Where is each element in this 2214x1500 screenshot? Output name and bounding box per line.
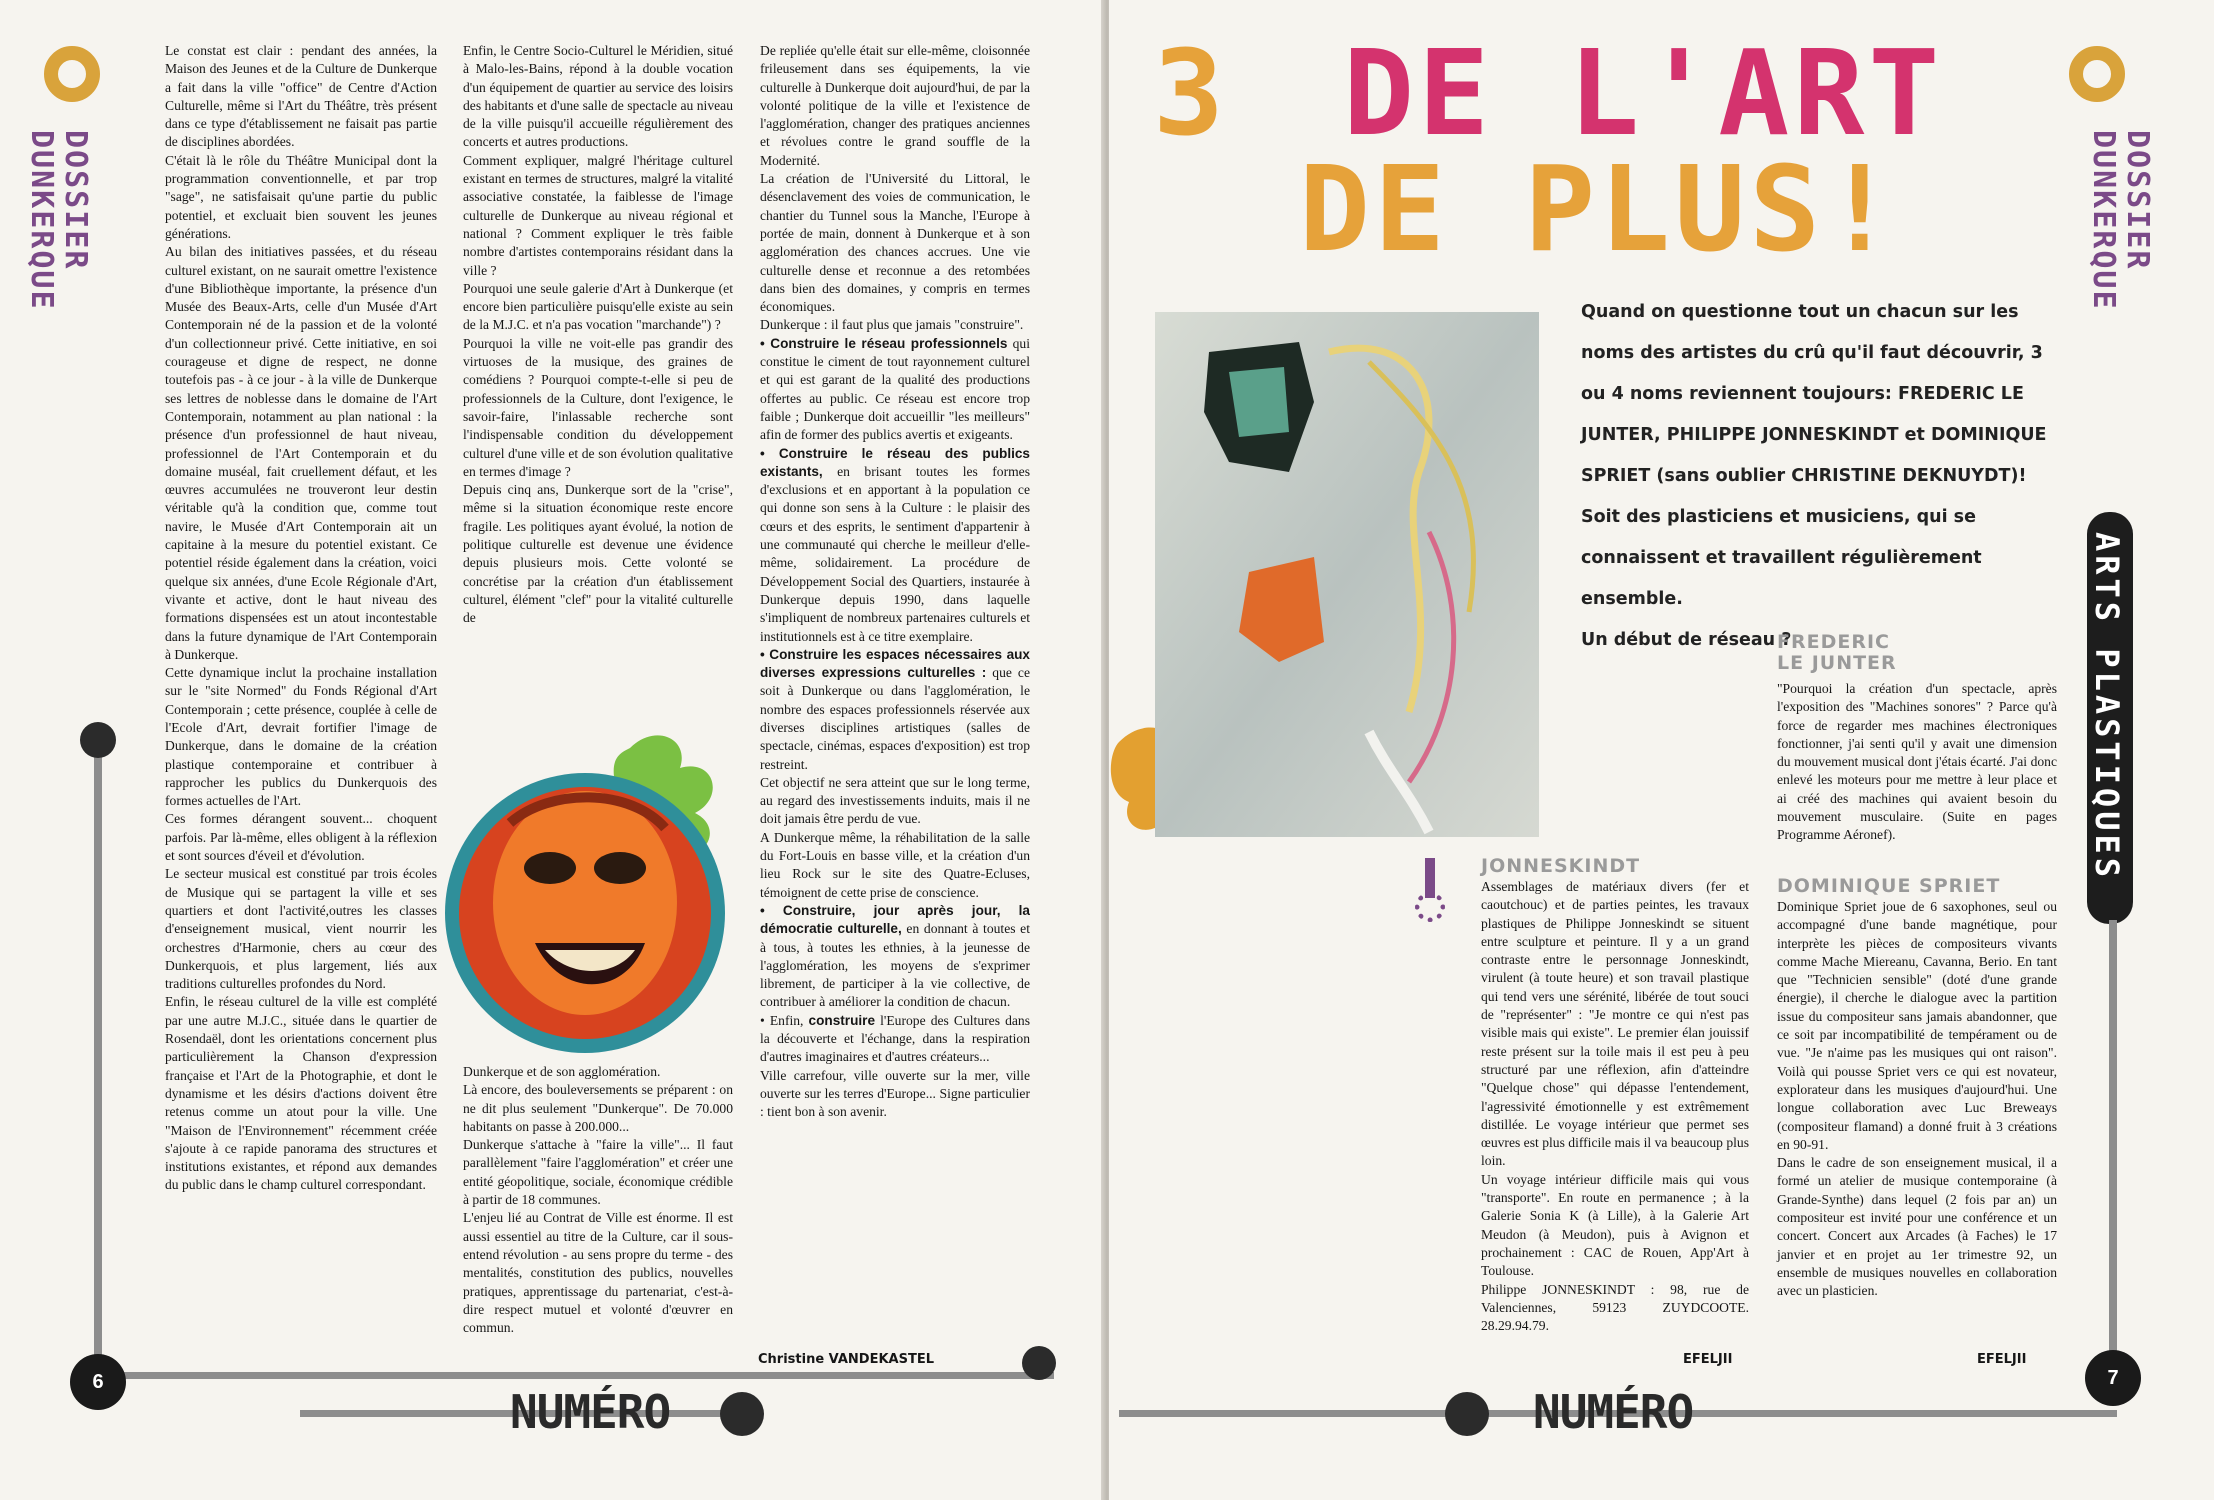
paragraph: • Construire les espaces nécessaires aux diverses expressions culturelles : que ce soit à Dunkerque ou dans l'agglomération, le nombre des espaces professionnels réservée aux diverses disciplines artistiques (salles de spectacle, cinémas, espaces d'exposition) est trop restreint. (760, 646, 1030, 772)
bullet-lead: construire (808, 1012, 876, 1028)
lejunter-heading-line: FREDERIC (1777, 631, 1890, 653)
title-number: 3 (1153, 24, 1229, 162)
article-column-2-bottom (463, 1063, 733, 1337)
intro-text (1581, 292, 2065, 661)
paragraph: Ces formes dérangent souvent... choquent parfois. Par là-même, elles obligent à la réflexion et sont sources d'éveil et d'évolution. (165, 811, 437, 864)
signature-dot (1022, 1346, 1056, 1380)
paragraph: Dominique Spriet joue de 6 saxophones, seul ou accompagné d'une bande magnétique, pour interprète les pièces de compositeurs vivants comme Mache Miereanu, Cavanna, Berio. En tant que "Technicien sensible" (doté d'une grande énergie), il cherche le dialogue avec la partition issue du compositeur sans jamais abandonner, que ce soit par incompatibilité de tempérament ou de vue. "Je n'aime pas les musiques qui ont raison". Voilà qui pousse Spriet vers ce qui est novateur, explorateur dans les musiques d'aujourd'hui. Une longue collaboration avec Luc Breweays (compositeur flamand) a donné fruit à 3 créations en 90-91. (1777, 899, 2057, 1152)
footer-dot (1445, 1392, 1489, 1436)
bullet-lead: • Construire le réseau professionnels (760, 335, 1008, 351)
paragraph: Le constat est clair : pendant des années, la Maison des Jeunes et de la Culture de Dunkerque a fait dans la ville "office" de Centre d'Action Culturelle, même si l'Art du Théâtre, très présent dans ce type d'établissement ne faisait pas partie de disciplines abordées. (165, 43, 437, 150)
article-column-3 (760, 42, 1030, 1122)
paragraph: Comment expliquer, malgré l'héritage culturel existant en termes de structures, malgré la vitalité associative constatée, la faiblesse de l'image culturelle de Dunkerque au niveau régional et national ? Comment expliquer le très faible nombre d'artistes contemporains résidant dans la ville ? (463, 152, 733, 278)
spriet-column (1777, 898, 2057, 1301)
page-number-right: 7 (2085, 1350, 2141, 1406)
jonneskindt-heading: JONNESKINDT (1481, 855, 1641, 877)
paragraph: Dunkerque : il faut plus que jamais "construire". (760, 317, 1024, 333)
spriet-signature: EFELJII (1977, 1352, 2027, 1367)
paragraph: Pourquoi la ville ne voit-elle pas grandir des virtuoses de la musique, des graines de comédiens ? Pourquoi compte-t-elle si peu de professionnels de la Culture, dont l'exigence, le savoir-faire, l'inlassable recherche sont l'indispensable condition du développement culturel d'une ville et de son évolution qualitative en termes d'image ? (463, 335, 733, 479)
paragraph: • Construire le réseau professionnels qui constitue le ciment de tout rayonnement culturel et qui est garant de la qualité des productions offertes au public. Ce réseau est encore trop faible ; Dunkerque doit accueillir "les meilleurs" afin de former des publics avertis et exigeants. (760, 335, 1030, 443)
section-tab-label: ARTS PLASTIQUES (2088, 532, 2126, 881)
jonneskindt-column (1481, 878, 1749, 1335)
lejunter-column (1777, 680, 2057, 845)
paragraph: Dans le cadre de son enseignement musical, il a formé un atelier de musique contemporaine (à Grande-Synthe) dans lequel (2 fois par an) un compositeur est invité pour une conférence et un concert. Concert aux Arcades (à Faches) le 17 janvier et en projet au 1er trimestre 92, un ensemble de musiques nouvelles en collaboration avec un plasticien. (1777, 1155, 2057, 1299)
jonneskindt-signature: EFELJII (1683, 1352, 1733, 1367)
page-frame-left-vertical (94, 738, 102, 1378)
page-frame-bottom-rule (94, 1372, 1054, 1379)
title-line-2: DE PLUS! (1299, 140, 1900, 278)
paragraph: Enfin, le Centre Socio-Culturel le Méridien, situé à Malo-les-Bains, répond à la double vocation d'un équipement de quartier au service des loisirs des habitants et d'une salle de spectacle au niveau de la ville puisqu'il accueille régulièrement des concerts et autres productions. (463, 43, 733, 150)
paragraph: A Dunkerque même, la réhabilitation de la salle du Fort-Louis en basse ville, et la création d'un lieu Rock sur le site des Quatre-Ecluses, témoignent de cette prise de conscience. (760, 829, 1030, 900)
bullet-lead: • Construire, jour après jour, la démocratie culturelle, (760, 902, 1030, 937)
page-frame-right-vertical (2109, 920, 2117, 1380)
paragraph: Pourquoi une seule galerie d'Art à Dunkerque (et encore bien particulière puisqu'elle existe au sein de la M.J.C. et n'a pas vocation "marchande") ? (463, 280, 733, 333)
paragraph: Dunkerque s'attache à "faire la ville"... Il faut parallèlement "faire l'agglomération" et créer une entité géopolitique, sociale, économique crédible à partir de 18 communes. (463, 1137, 733, 1208)
paragraph: • Construire, jour après jour, la démocratie culturelle, en donnant à toutes et à tous, à toutes les ethnies, à la jeunesse de l'agglomération, les moyens de s'exprimer librement, de participer à la vie collective, de contribuer à améliorer la condition de chacun. (760, 902, 1030, 1010)
dossier-header-right: DOSSIER DUNKERQUE (2086, 130, 2155, 311)
paragraph: Là encore, des bouleversements se préparent : on ne dit plus seulement "Dunkerque". De 70.000 habitants on passe à 200.000... (463, 1082, 733, 1134)
paragraph: La création de l'Université du Littoral, le désenclavement des voies de communication, le chantier du Tunnel sous la Manche, l'Europe à portée de main, donnent à Dunkerque et à son agglomération des chances accrues. Une vie culturelle dense et reconnue a des retombées dans bien des domaines, y compris en termes économiques. (760, 171, 1030, 315)
paragraph: Au bilan des initiatives passées, et du réseau culturel existant, on ne saurait omettre l'existence d'une Bibliothèque importante, la présence d'un Musée des Beaux-Arts, celle d'un Musée d'Art Contemporain né de la passion et de la volonté d'un collectionneur privé. Cette initiative, en soi courageuse et digne de respect, ne donne toutefois pas - à ce jour - à la ville de Dunkerque ses lettres de noblesse dans le domaine de l'Art Contemporain, notamment au plan national : la présence d'un professionnel de haut niveau, professionnel de l'Art Contemporain et du domaine muséal, fait cruellement défaut, et les œuvres accumulées ne trouveront leur destin véritable qu'à la condition que, comme tout navire, le Musée d'Art Contemporain ait un capitaine à la mesure du potentiel existant. Ce potentiel réside également dans la création, voici quelque six années, d'une Ecole Régionale d'Art, vivante et active, dont le haut niveau des formations dispensées est un atout incontestable dans la future dynamique de l'Art Contemporain à Dunkerque. (165, 244, 437, 662)
paragraph: "Pourquoi la création d'un spectacle, après l'exposition des "Machines sonores" ? Parce qu'à force de regarder mes machines électroniques fonctionner, j'ai senti qu'il y avait une dimension du mouvement musical dont j'étais écarté. J'ai donc enlevé les moteurs pour me mettre à leur place et ai créé des machines qui avaient besoin du mouvement musculaire. (Suite en pages Programme Aéronef). (1777, 681, 2057, 843)
bullet-lead: • Construire le réseau des publics existants, (760, 445, 1030, 479)
portrait-illustration (440, 728, 740, 1068)
jonneskindt-icon-gear (1415, 892, 1445, 922)
paragraph: Un voyage intérieur difficile mais qui vous "transporte". En route en permanence ; à la Galerie Sonia K (à Lille), à la Galerie Art Meudon (à Meudon), puis à Avignon et prochainement : CAC de Rouen, App'Art à Toulouse. (1481, 1171, 1749, 1279)
paragraph: • Construire le réseau des publics existants, en brisant toutes les formes d'exclusions et en apportant à la population ce qui donne son sens à la Culture : le plaisir des cœurs et des esprits, le sentiment d'appartenir à une communauté qui cherche le meilleur d'elle-même, solidairement. La procédure de Développement Social des Quartiers, instaurée à Dunkerque depuis 1990, dans laquelle s'impliquent de nombreux partenaires culturels et institutionnels est à ce titre exemplaire. (760, 445, 1030, 644)
painting-illustration (1109, 312, 1539, 842)
paragraph: Cette dynamique inclut la prochaine installation sur le "site Normed" du Fonds Régional d'Art Contemporain ; cette présence, couplée à celle de l'Ecole d'Art, devrait fortifier l'image de Dunkerque, dans le domaine de la création plastique contemporaine et contribuer à rapprocher les publics du Dunkerquois des formes actuelles de l'Art. (165, 665, 437, 809)
article-column-2-top (463, 42, 733, 628)
lejunter-heading-line: LE JUNTER (1777, 652, 1897, 674)
page-number-left: 6 (70, 1354, 126, 1410)
author-signature: Christine VANDEKASTEL (758, 1352, 934, 1367)
paragraph: Assemblages de matériaux divers (fer et caoutchouc) et de parties peintes, les travaux plastiques de Philippe Jonneskindt se situent entre sculpture et peinture. Il y a un grand contraste entre le personnage Jonneskindt, virulent (à toute heure) et son travail plastique qui tend vers une sérénité, libérée de tout souci de "représenter" : "Je montre ce qui n'est pas visible mais qui existe". Le premier élan jouissif reste présent sur la toile mais il est peu à peu structuré par une réflexion, afin d'atteindre "Quelque chose" qui dépasse l'entendement, l'agressivité émotionnelle y est extrêmement distillée. Le voyage intérieur que permet ses œuvres est plus difficile mais il va beaucoup plus loin. (1481, 879, 1749, 1169)
paragraph: Enfin, le réseau culturel de la ville est complété par une autre M.J.C., située dans le quartier de Rosendaël, dont les orientations concernent plus particulièrement la Chanson d'expression française et l'Art de la Photographie, et dont le dynamisme et les désirs d'actions doivent être retenus comme un atout pour la ville. Une "Maison de l'Environnement" récemment créée s'ajoute à ce rapide panorama des structures et institutions existantes, et répond aux demandes du public dans le champ culturel correspondant. (165, 994, 437, 1193)
paragraph: Le secteur musical est constitué par trois écoles de Musique qui se partagent la ville et ses quartiers et dont l'activité,outres les classes d'enseignement musical, vient nourrir les orchestres d'Harmonie, chers au cœur des Dunkerquois, et plus largement, liés aux traditions culturelles profondes du Nord. (165, 866, 437, 992)
footer-dot (720, 1392, 764, 1436)
paragraph: L'enjeu lié au Contrat de Ville est énorme. Il est aussi essentiel au titre de la Culture, car il sous-entend révolution - au sens propre du terme - des mentalités, constitution des publics, nouvelles pratiques, apprentissage du partenariat, c'est-à-dire respect mutuel et volonté d'œuvrer en commun. (463, 1210, 733, 1336)
article-column-1 (165, 42, 437, 1195)
header-circle-icon (2069, 46, 2125, 102)
paragraph: • Enfin, construire l'Europe des Cultures dans la découverte et l'échange, dans la respiration d'autres imaginaires et d'autres créateurs... (760, 1012, 1030, 1065)
paragraph: Ville carrefour, ville ouverte sur la mer, ville ouverte sur les terres d'Europe... Signe particulier : tient bon à son avenir. (760, 1067, 1030, 1120)
dossier-header: DOSSIER DUNKERQUE (24, 130, 93, 311)
spriet-heading: DOMINIQUE SPRIET (1777, 875, 2001, 897)
title-line-1 (1153, 24, 1944, 162)
frame-dot (80, 722, 116, 758)
paragraph: De repliée qu'elle était sur elle-même, cloisonnée frileusement dans ses équipements, la vie culturelle à Dunkerque doit aujourd'hui, de par la volonté politique de la ville et l'existence de l'agglomération, changer des pratiques anciennes et révolues contre le grand souffle de la Modernité. (760, 43, 1030, 168)
lejunter-heading (1777, 632, 1897, 674)
intro-question: Un début de réseau ? (1581, 630, 1792, 650)
footer-brand-left: NUMÉRO (510, 1385, 671, 1439)
paragraph: C'était là le rôle du Théâtre Municipal dont la programmation conventionnelle, et par trop "sage", ne satisfaisait qu'une partie du public potentiel, et excluait bien souvent les jeunes générations. (165, 152, 437, 241)
left-page (0, 0, 1105, 1500)
bullet-lead: • Construire les espaces nécessaires aux diverses expressions culturelles : (760, 646, 1030, 681)
paragraph: Dunkerque et de son agglomération. (463, 1064, 661, 1079)
paragraph: Philippe JONNESKINDT : 98, rue de Valenciennes, 59123 ZUYDCOOTE. 28.29.94.79. (1481, 1281, 1749, 1334)
paragraph: Cet objectif ne sera atteint que sur le long terme, au regard des investissements induits, mais il ne doit jamais être perdu de vue. (760, 774, 1030, 827)
right-page (1109, 0, 2214, 1500)
footer-brand-right: NUMÉRO (1533, 1385, 1694, 1439)
paragraph: Depuis cinq ans, Dunkerque sort de la "crise", même si la situation économique reste encore fragile. Les politiques ayant évolué, la notion de politique culturelle est devenue une évidence depuis plusieurs mois. Cette volonté se concrétise par la création d'un établissement culturel, élément "clef" pour la vitalité culturelle de (463, 482, 733, 626)
title-word: DE L'ART (1343, 24, 1944, 162)
intro-paragraph: Quand on questionne tout un chacun sur les noms des artistes du crû qu'il faut découvrir, 3 ou 4 noms reviennent toujours: FREDERIC LE JUNTER, PHILIPPE JONNESKINDT et DOMINIQUE SPRIET (sans oublier CHRISTINE DEKNUYDT)! Soit des plasticiens et musiciens, qui se connaissent et travaillent régulièrement ensemble. (1581, 302, 2047, 609)
header-circle-icon (44, 46, 100, 102)
